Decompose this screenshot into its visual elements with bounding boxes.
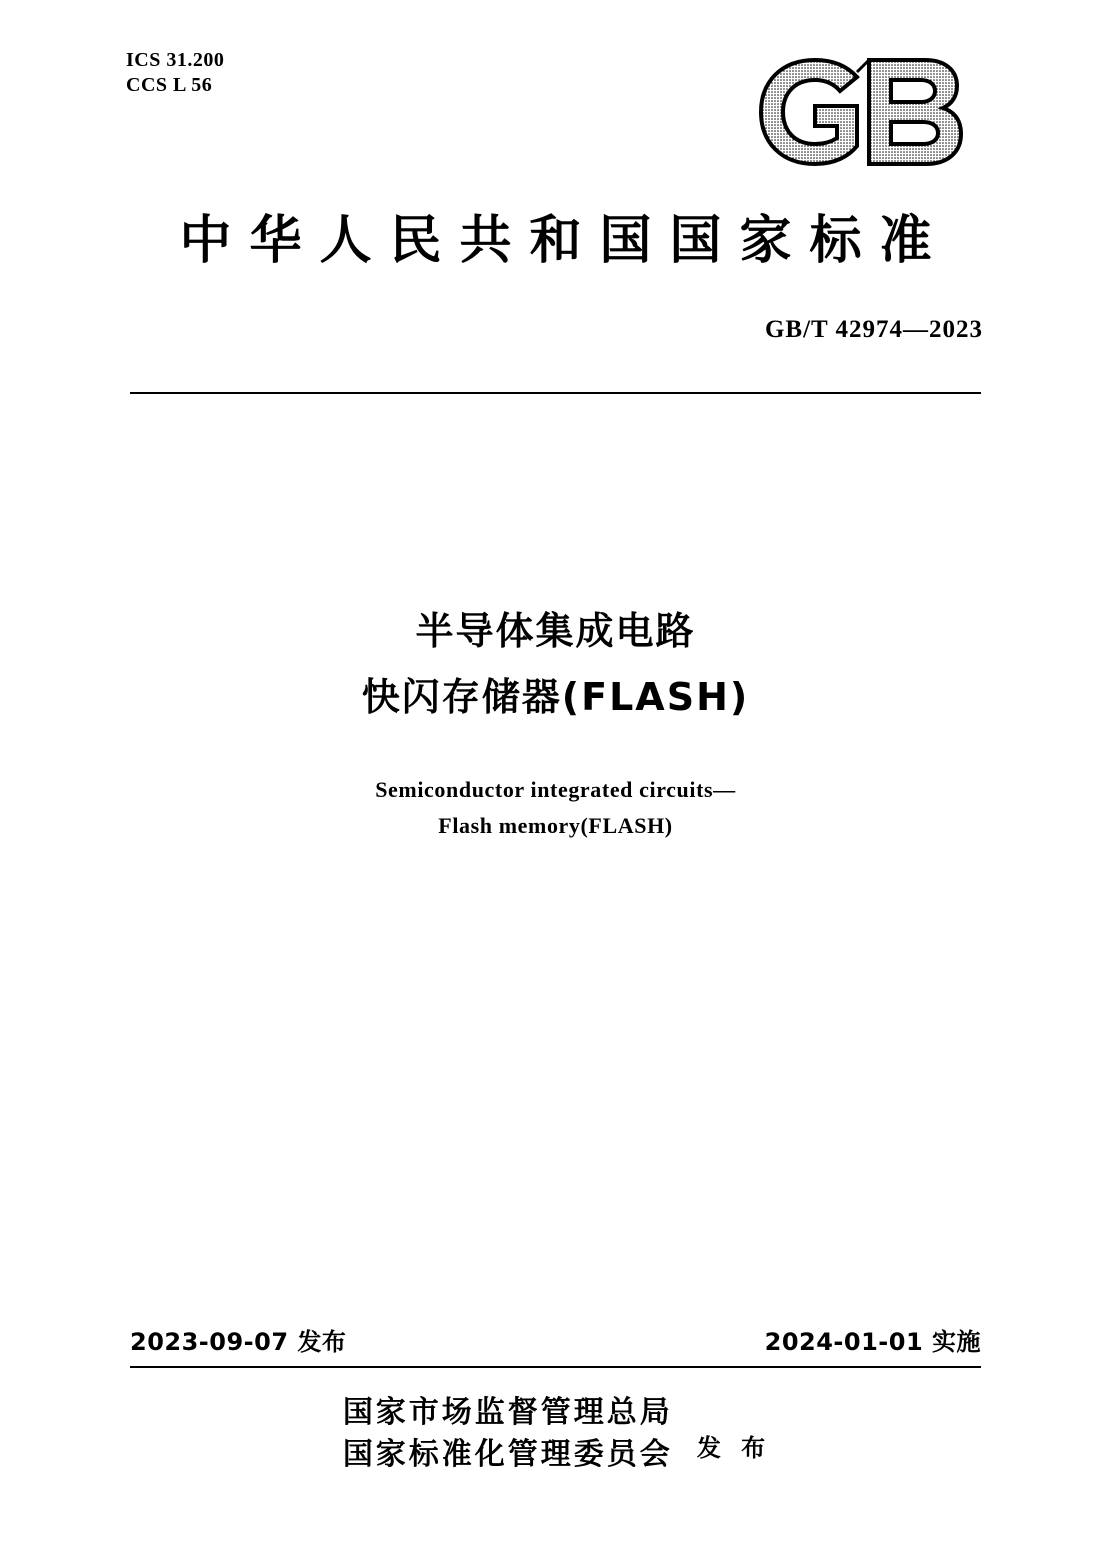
gb-emblem-icon [753,52,983,172]
document-title-cn-line1: 半导体集成电路 [415,609,696,653]
standard-number: GB/T 42974—2023 [764,316,983,343]
divider-bottom [130,1366,981,1368]
issuer-line-2: 国家标准化管理委员会 [342,1437,673,1472]
document-title-en-line1: Semiconductor integrated circuits— [375,777,736,802]
document-title-cn [0,598,1111,730]
issuer-line-1: 国家市场监督管理总局 [342,1395,673,1430]
issuer-action-label: 发 布 [696,1433,772,1462]
classification-codes [126,48,224,98]
ccs-code: CCS L 56 [126,74,213,96]
footer-dates [130,1322,981,1357]
release-date: 2023-09-07 发布 [130,1328,347,1356]
issuer-names [340,1392,673,1476]
page-title: 中华人民共和国国家标准 [179,211,950,271]
implementation-date: 2024-01-01 实施 [764,1328,981,1356]
document-title-en [0,772,1111,844]
document-title-en-line2: Flash memory(FLASH) [438,813,673,838]
issuing-authority [0,1392,1111,1476]
document-title-cn-line2: 快闪存储器(FLASH) [361,675,750,719]
ics-code: ICS 31.200 [126,49,225,71]
divider-top [130,392,981,394]
